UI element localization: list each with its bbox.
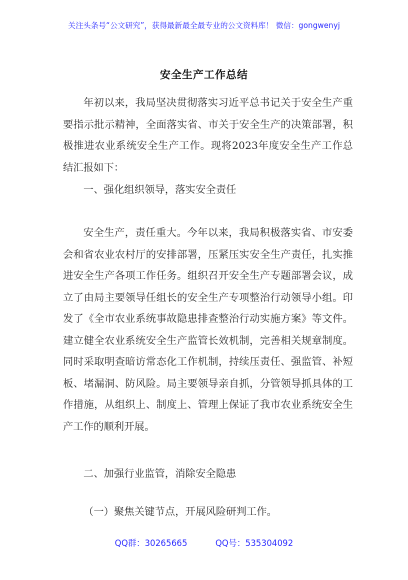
subsection-1-heading: （一）聚焦关键节点，开展风险研判工作。 [83,507,277,518]
section-1-heading: 一、强化组织领导，落实安全责任 [83,185,237,196]
footer-qq-group: QQ群：30265665 [114,538,188,548]
section-2-heading: 二、加强行业监管，消除安全隐患 [83,469,237,480]
intro-block [63,93,353,179]
footer-contact [0,537,408,549]
section-1-paragraph: 安全生产，责任重大。今年以来，我局积极落实省、市安委会和省农业农村厅的安排部署，压紧压实安全生产责任，扎实推进安全生产各项工作任务。组织召开安全生产专题部署会议，成立了由局主要领导任组长的安全生产专项整治行动领导小组。印发了《全市农业系统事故隐患排查整治行动实施方案》等文件。建立健全农业系统安全生产监管长效机制，完善相关规章制度。同时采取明查暗访常态化工作机制，持续压责任、强监管、补短板、堵漏洞、防风险。局主要领导亲自抓，分管领导抓具体的工作措施，从组织上、制度上、管理上保证了我市农业系统安全生产工作的顺利开展。 [63,228,353,433]
document-title: 安全生产工作总结 [160,69,248,81]
section-1-block [63,223,353,438]
intro-paragraph: 年初以来，我局坚决贯彻落实习近平总书记关于安全生产重要指示批示精神，全面落实省、市关于安全生产的决策部署，积极推进农业系统安全生产工作。现将2023年度安全生产工作总结汇报如下： [63,98,353,174]
footer-qq: QQ号：535304092 [215,538,294,548]
header-banner: 关注头条号“公文研究”，获得最新最全最专业的公文资料库！ 微信：gongwenyj [68,21,340,30]
